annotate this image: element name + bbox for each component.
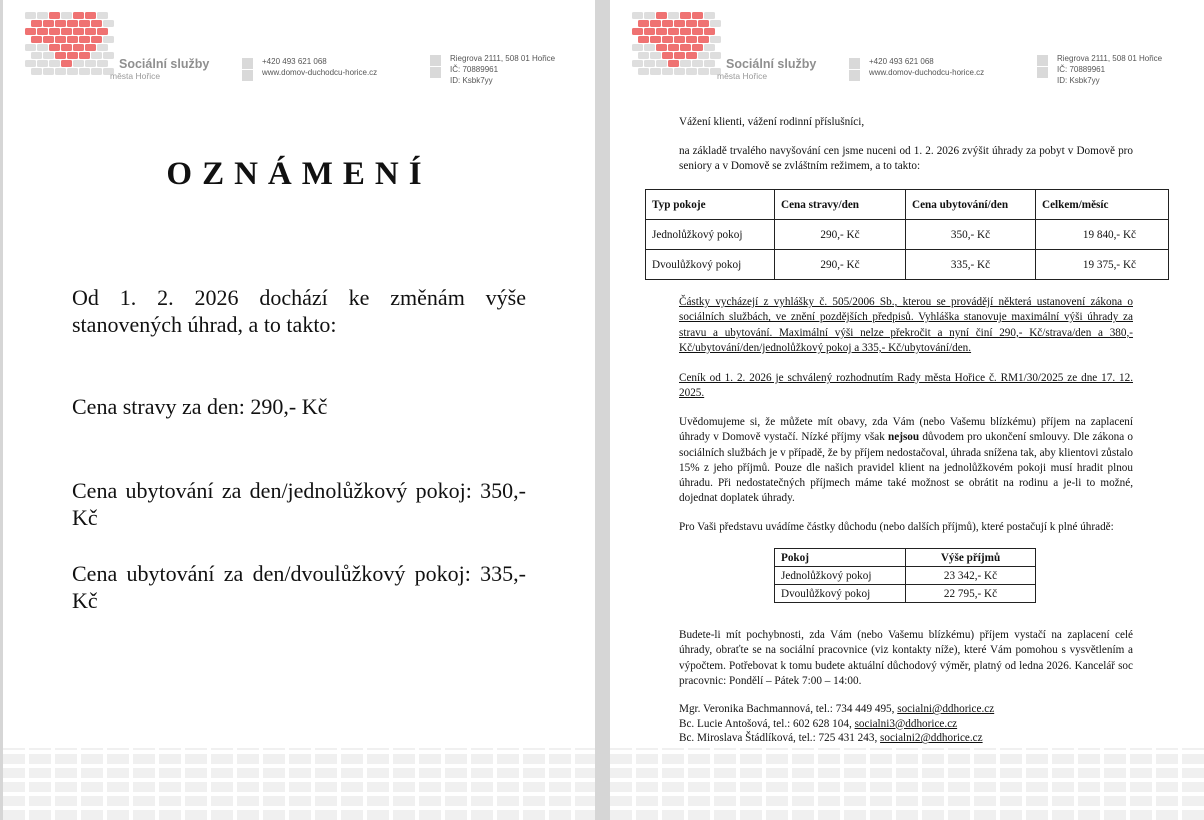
concerns-emphasis: nejsou	[888, 431, 920, 444]
logo-brick	[662, 68, 673, 75]
logo-brick	[85, 28, 96, 35]
doubts-paragraph: Budete-li mít pochybnosti, zda Vám (nebo Vašemu blízkému) příjem vystačí na zaplacení celé úhrady, obraťte se na sociální pracovnice (viz kontakty níže), které Vám pomohou s vysvětlením a výpočtem. Potřebovat k tomu budete aktuální důchodový výměr, platný od ledna 2026. Kancelář soc pracovnic: Pondělí – Pátek 7:00 – 14:00.	[679, 629, 1133, 687]
logo-brick	[668, 60, 679, 67]
table-row	[775, 567, 1036, 585]
phone-text: +420 493 621 068	[869, 57, 934, 66]
logo-brick	[91, 52, 102, 59]
logo-brick	[67, 52, 78, 59]
contact-block	[262, 56, 377, 78]
logo-brick	[656, 28, 667, 35]
address-block	[450, 53, 555, 86]
price-table	[645, 189, 1169, 280]
food-price: Cena stravy za den: 290,- Kč	[72, 394, 328, 419]
logo-brick	[686, 20, 697, 27]
concerns-text: Uvědomujeme si, že můžete mít obavy, zda Vám (nebo Vašemu blízkému) příjem na zaplacení úhrady v Domově vystačí. Nízké příjmy však	[679, 416, 1133, 444]
logo-brick	[638, 68, 649, 75]
org-name: Sociální služby	[119, 57, 210, 71]
logo-brick	[710, 36, 721, 43]
email-link[interactable]: socialni@ddhorice.cz	[897, 703, 995, 715]
logo-brick	[79, 36, 90, 43]
logo-brick	[692, 44, 703, 51]
logo-brick	[25, 44, 36, 51]
id-icon	[1037, 67, 1048, 78]
table-row	[775, 585, 1036, 603]
logo-brick	[67, 68, 78, 75]
logo-brick	[37, 28, 48, 35]
logo-brick	[680, 60, 691, 67]
web-text: www.domov-duchodcu-horice.cz	[262, 68, 378, 77]
logo-brick	[91, 36, 102, 43]
logo-brick	[662, 36, 673, 43]
logo-brick	[674, 20, 685, 27]
logo-brick	[103, 36, 114, 43]
concerns-text-rest: důvodem pro ukončení smlouvy. Dle zákona o sociálních službách je v případě, že by příjem nedostačoval, úhrada snížena tak, aby klientovi zůstalo 15% z jeho příjmů. Pouze dle našich pravidel klient na jednolůžkovém pokoji musí hradit plnou úhradu. Při nedostatečných příjmech máme také možnost se obrátit na rodinu a je-li to možné, dojednat doplatek úhrady.	[679, 431, 1134, 505]
email-link[interactable]: socialni3@ddhorice.cz	[854, 717, 958, 730]
document-page-1	[3, 0, 595, 820]
org-subtitle: města Hořice	[717, 71, 768, 81]
address-text: Riegrova 2111, 508 01 Hořice	[450, 54, 556, 63]
logo-brick	[668, 12, 679, 19]
contact-name: Mgr. Veronika Bachmannová, tel.: 734 449 495,	[679, 703, 895, 715]
web-text: www.domov-duchodcu-horice.cz	[869, 68, 985, 77]
logo-brick	[692, 12, 703, 19]
logo-brick	[662, 52, 673, 59]
logo-brick	[656, 44, 667, 51]
table-header-cell: Pokoj	[775, 549, 906, 567]
logo-brick	[55, 68, 66, 75]
phone-icon	[849, 58, 860, 69]
logo-brick	[704, 28, 715, 35]
logo-brick	[97, 44, 108, 51]
logo-brick	[79, 20, 90, 27]
logo-brick	[61, 28, 72, 35]
logo-brick	[698, 52, 709, 59]
logo-brick	[638, 20, 649, 27]
address-icon	[1037, 55, 1048, 66]
table-cell: 22 795,- Kč	[906, 585, 1036, 603]
document-page-2	[610, 0, 1204, 820]
logo-brick	[31, 52, 42, 59]
logo-brick	[632, 28, 643, 35]
logo-brick	[49, 60, 60, 67]
contact-block	[869, 56, 984, 78]
logo-brick	[55, 36, 66, 43]
table-cell: 350,- Kč	[906, 220, 1036, 250]
logo-brick	[662, 20, 673, 27]
logo-brick	[680, 28, 691, 35]
table-header-cell: Výše příjmů	[906, 549, 1036, 567]
logo-brick	[692, 28, 703, 35]
concerns-paragraph	[679, 415, 1133, 507]
logo-brick	[73, 28, 84, 35]
heart-logo-icon	[25, 12, 111, 76]
logo-brick	[698, 36, 709, 43]
web-icon	[242, 70, 253, 81]
logo-brick	[704, 60, 715, 67]
logo-brick	[680, 12, 691, 19]
greeting: Vážení klienti, vážení rodinní příslušníci,	[679, 116, 865, 128]
logo-brick	[97, 12, 108, 19]
table-row	[646, 250, 1169, 280]
logo-brick	[91, 20, 102, 27]
logo-brick	[25, 28, 36, 35]
logo-brick	[704, 12, 715, 19]
logo-brick	[650, 36, 661, 43]
logo-brick	[674, 68, 685, 75]
logo-brick	[644, 60, 655, 67]
org-name: Sociální služby	[726, 57, 817, 71]
ic-text: IČ: 70889961	[1057, 65, 1106, 74]
table-header-cell: Cena stravy/den	[775, 190, 906, 220]
logo-brick	[25, 60, 36, 67]
table-cell: Dvoulůžkový pokoj	[646, 250, 775, 280]
logo-brick	[668, 28, 679, 35]
single-room-price: Cena ubytování za den/jednolůžkový pokoj: 350,-Kč	[72, 478, 526, 530]
table-cell: 19 375,- Kč	[1036, 250, 1169, 280]
contact-line	[679, 717, 1133, 732]
logo-brick	[73, 44, 84, 51]
logo-brick	[67, 20, 78, 27]
databox-id-text: ID: Ksbk7yy	[450, 76, 493, 85]
logo-brick	[686, 36, 697, 43]
contact-line	[679, 731, 1133, 746]
logo-brick	[710, 20, 721, 27]
logo-brick	[638, 36, 649, 43]
table-header-cell: Celkem/měsíc	[1036, 190, 1169, 220]
logo-brick	[698, 68, 709, 75]
logo-brick	[49, 28, 60, 35]
heart-logo-icon	[632, 12, 718, 76]
contact-name: Bc. Miroslava Štádlíková, tel.: 725 431 243,	[679, 732, 878, 745]
table-row	[646, 220, 1169, 250]
org-subtitle: města Hořice	[110, 71, 161, 81]
phone-text: +420 493 621 068	[262, 57, 327, 66]
logo-brick	[73, 12, 84, 19]
income-intro: Pro Vaši představu uvádíme částky důchodu (nebo dalších příjmů), které postačují k plné úhradě:	[679, 521, 1114, 533]
contact-line	[679, 702, 1133, 717]
table-cell: Jednolůžkový pokoj	[646, 220, 775, 250]
logo-brick	[43, 52, 54, 59]
logo-brick	[680, 44, 691, 51]
logo-brick	[61, 44, 72, 51]
table-cell: 290,- Kč	[775, 220, 906, 250]
logo-brick	[97, 28, 108, 35]
logo-brick	[638, 52, 649, 59]
logo-brick	[61, 12, 72, 19]
intro-paragraph: Od 1. 2. 2026 dochází ke změnám výše stanovených úhrad, a to takto:	[72, 285, 526, 337]
table-cell: 290,- Kč	[775, 250, 906, 280]
logo-brick	[49, 44, 60, 51]
logo-brick	[656, 12, 667, 19]
logo-brick	[644, 12, 655, 19]
table-cell: Dvoulůžkový pokoj	[775, 585, 906, 603]
logo-brick	[650, 20, 661, 27]
logo-brick	[668, 44, 679, 51]
approval-note: Ceník od 1. 2. 2026 je schválený rozhodnutím Rady města Hořice č. RM1/30/2025 ze dne 17. 12. 2025.	[679, 372, 1133, 400]
logo-brick	[656, 60, 667, 67]
logo-brick	[25, 12, 36, 19]
logo-brick	[31, 68, 42, 75]
logo-brick	[79, 68, 90, 75]
table-cell: 19 840,- Kč	[1036, 220, 1169, 250]
address-block	[1057, 53, 1162, 86]
phone-icon	[242, 58, 253, 69]
contact-name: Bc. Lucie Antošová, tel.: 602 628 104,	[679, 717, 852, 730]
logo-brick	[674, 52, 685, 59]
logo-brick	[61, 60, 72, 67]
logo-brick	[55, 52, 66, 59]
logo-brick	[686, 52, 697, 59]
contacts-list	[679, 702, 1133, 746]
logo-brick	[67, 36, 78, 43]
logo-brick	[31, 20, 42, 27]
logo-brick	[650, 68, 661, 75]
ic-text: IČ: 70889961	[450, 65, 499, 74]
legal-note: Částky vycházejí z vyhlášky č. 505/2006 Sb., kterou se provádějí některá ustanovení zákona o sociálních službách, ve znění pozdějších předpisů. Vyhláška stanovuje maximální výši úhrady za stravu a ubytování. Maximální výši nelze překročit a nyní činí 290,- Kč/strava/den a 380,- Kč/ubytování/den/jednolůžkový pokoj a 335,- Kč/ubytování/den.	[679, 296, 1133, 354]
logo-brick	[710, 52, 721, 59]
logo-brick	[85, 44, 96, 51]
table-header-row	[775, 549, 1036, 567]
logo-brick	[79, 52, 90, 59]
logo-brick	[644, 28, 655, 35]
id-icon	[430, 67, 441, 78]
address-icon	[430, 55, 441, 66]
logo-brick	[91, 68, 102, 75]
footer-brick-pattern	[610, 748, 1204, 820]
logo-brick	[97, 60, 108, 67]
table-header-cell: Cena ubytování/den	[906, 190, 1036, 220]
logo-brick	[103, 20, 114, 27]
logo-brick	[674, 36, 685, 43]
web-icon	[849, 70, 860, 81]
table-cell: Jednolůžkový pokoj	[775, 567, 906, 585]
income-table	[774, 548, 1036, 603]
logo-brick	[650, 52, 661, 59]
page-title: OZNÁMENÍ	[166, 156, 432, 192]
double-room-price: Cena ubytování za den/dvoulůžkový pokoj: 335,-Kč	[72, 561, 526, 613]
address-text: Riegrova 2111, 508 01 Hořice	[1057, 54, 1163, 63]
logo-brick	[85, 60, 96, 67]
logo-brick	[644, 44, 655, 51]
logo-brick	[692, 60, 703, 67]
logo-brick	[632, 44, 643, 51]
logo-brick	[37, 12, 48, 19]
table-header-cell: Typ pokoje	[646, 190, 775, 220]
logo-brick	[43, 36, 54, 43]
logo-brick	[55, 20, 66, 27]
logo-brick	[73, 60, 84, 67]
logo-brick	[686, 68, 697, 75]
databox-id-text: ID: Ksbk7yy	[1057, 76, 1100, 85]
logo-brick	[704, 44, 715, 51]
logo-brick	[43, 20, 54, 27]
logo-brick	[85, 12, 96, 19]
logo-brick	[31, 36, 42, 43]
logo-brick	[632, 60, 643, 67]
logo-brick	[698, 20, 709, 27]
logo-brick	[37, 60, 48, 67]
table-cell: 23 342,- Kč	[906, 567, 1036, 585]
footer-brick-pattern	[3, 748, 595, 820]
table-cell: 335,- Kč	[906, 250, 1036, 280]
logo-brick	[49, 12, 60, 19]
intro-paragraph: na základě trvalého navyšování cen jsme nuceni od 1. 2. 2026 zvýšit úhrady za pobyt v Domově pro seniory a v Domově se zvláštním režimem, a to takto:	[679, 145, 1133, 173]
logo-brick	[632, 12, 643, 19]
table-header-row	[646, 190, 1169, 220]
logo-brick	[43, 68, 54, 75]
email-link[interactable]: socialni2@ddhorice.cz	[880, 732, 983, 745]
logo-brick	[103, 52, 114, 59]
logo-brick	[37, 44, 48, 51]
